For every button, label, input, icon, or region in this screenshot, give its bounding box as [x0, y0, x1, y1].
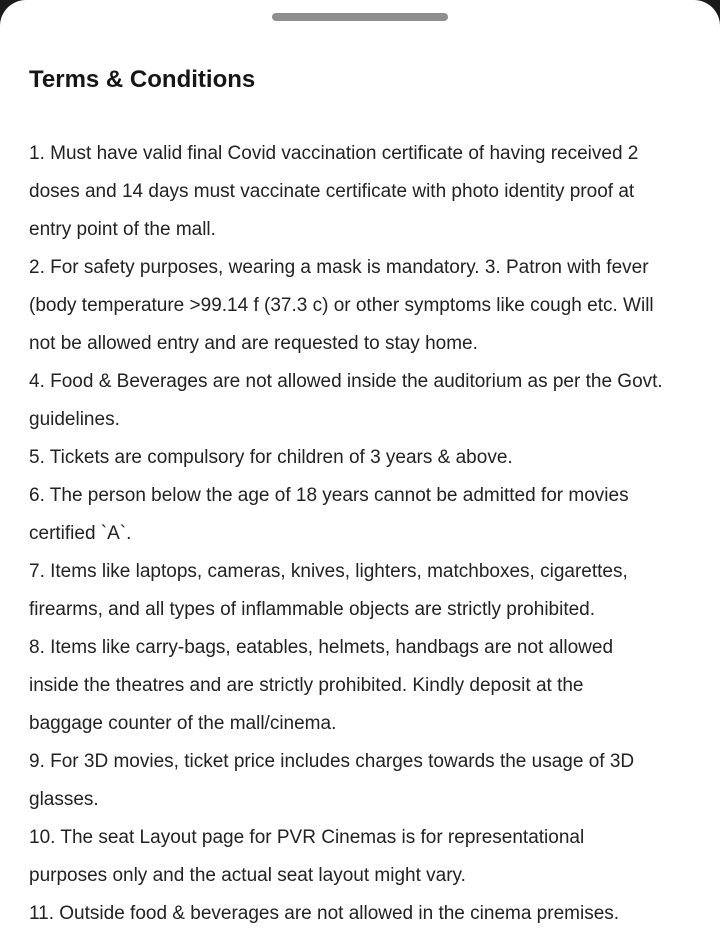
terms-line: baggage counter of the mall/cinema. [29, 713, 337, 734]
terms-line: (body temperature >99.14 f (37.3 c) or other symptoms like cough etc. Will [29, 295, 654, 316]
sheet-drag-handle[interactable] [272, 13, 448, 21]
terms-line: 9. For 3D movies, ticket price includes charges towards the usage of 3D [29, 751, 635, 772]
terms-line: 8. Items like carry-bags, eatables, helmets, handbags are not allowed [29, 637, 614, 658]
terms-line: 11. Outside food & beverages are not allowed in the cinema premises. [29, 903, 620, 924]
terms-line: purposes only and the actual seat layout might vary. [29, 865, 466, 886]
terms-line: firearms, and all types of inflammable objects are strictly prohibited. [29, 599, 596, 620]
terms-line: 1. Must have valid final Covid vaccination certificate of having received 2 [29, 143, 639, 164]
terms-line: glasses. [29, 789, 99, 810]
terms-line: certified `A`. [29, 523, 132, 544]
terms-line: 7. Items like laptops, cameras, knives, lighters, matchboxes, cigarettes, [29, 561, 628, 582]
terms-line: 6. The person below the age of 18 years cannot be admitted for movies [29, 485, 629, 506]
terms-line: guidelines. [29, 409, 120, 430]
terms-line: entry point of the mall. [29, 219, 216, 240]
terms-line: doses and 14 days must vaccinate certificate with photo identity proof at [29, 181, 635, 202]
terms-line: 10. The seat Layout page for PVR Cinemas is for representational [29, 827, 585, 848]
terms-line: not be allowed entry and are requested to stay home. [29, 333, 478, 354]
sheet-title: Terms & Conditions [29, 66, 256, 93]
terms-line: 4. Food & Beverages are not allowed inside the auditorium as per the Govt. [29, 371, 663, 392]
terms-line: inside the theatres and are strictly prohibited. Kindly deposit at the [29, 675, 584, 696]
terms-line: 2. For safety purposes, wearing a mask is mandatory. 3. Patron with fever [29, 257, 649, 278]
terms-line: 5. Tickets are compulsory for children of 3 years & above. [29, 447, 513, 468]
terms-list [29, 135, 701, 933]
